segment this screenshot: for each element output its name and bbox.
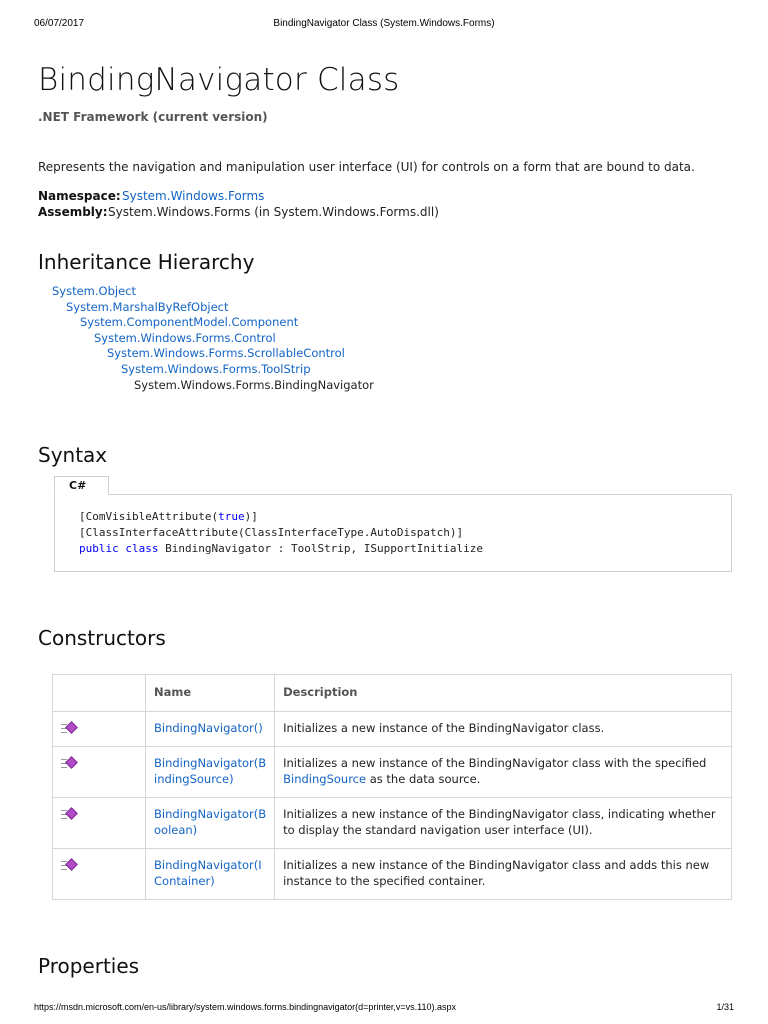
table-row <box>53 849 732 900</box>
constructor-description: Initializes a new instance of the BindingNavigator class. <box>283 721 605 736</box>
header-description: Description <box>275 675 732 712</box>
print-date: 06/07/2017 <box>34 18 85 29</box>
hierarchy-item-object[interactable]: System.Object <box>52 284 136 298</box>
constructor-name: BindingNavigator(I <box>154 858 262 873</box>
bindingsource-link[interactable]: BindingSource <box>283 772 367 787</box>
table-header-row <box>53 675 732 712</box>
print-page-number: 1/31 <box>716 1002 734 1012</box>
print-url: https://msdn.microsoft.com/en-us/library/system.windows.forms.bindingnavigator(d=printer,v=vs.110).aspx <box>34 1002 457 1012</box>
hierarchy-item-toolstrip[interactable]: System.Windows.Forms.ToolStrip <box>121 361 311 376</box>
constructor-name-cont: Container) <box>154 874 215 889</box>
main-content <box>38 62 732 978</box>
syntax-heading: Syntax <box>38 443 108 468</box>
icon-cell <box>53 712 146 747</box>
description-cell <box>275 712 732 747</box>
constructor-name: BindingNavigator(B <box>154 807 267 822</box>
code-text: )] <box>244 510 258 524</box>
table-row <box>53 798 732 849</box>
inheritance-list <box>38 284 732 393</box>
constructor-link[interactable] <box>154 721 263 735</box>
icon-cell <box>53 798 146 849</box>
hierarchy-item-component[interactable]: System.ComponentModel.Component <box>80 315 299 330</box>
constructor-link[interactable] <box>154 756 266 786</box>
constructors-table <box>52 674 732 900</box>
description-cell <box>275 798 732 849</box>
print-footer <box>34 1002 734 1016</box>
namespace-label: Namespace: <box>38 189 121 203</box>
constructor-name: BindingNavigator() <box>154 721 263 736</box>
constructor-description: Initializes a new instance of the BindingNavigator class with the specified <box>283 756 707 771</box>
public-method-icon <box>61 757 77 769</box>
print-title: BindingNavigator Class (System.Windows.Forms) <box>273 18 495 29</box>
code-language-tab[interactable]: C# <box>54 476 109 495</box>
name-cell <box>146 747 275 798</box>
name-cell <box>146 712 275 747</box>
header-name: Name <box>146 675 275 712</box>
code-keyword: class <box>125 542 159 556</box>
constructor-description: Initializes a new instance of the BindingNavigator class and adds this new instance to the specified container. <box>283 858 710 889</box>
assembly-row <box>38 204 732 220</box>
constructor-description-end: as the data source. <box>366 772 481 787</box>
description-cell <box>275 849 732 900</box>
constructor-name-cont: oolean) <box>154 823 198 838</box>
inheritance-heading: Inheritance Hierarchy <box>38 250 255 274</box>
page-title: BindingNavigator Class <box>38 62 400 98</box>
header-icon-cell <box>53 675 146 712</box>
description-cell <box>275 747 732 798</box>
icon-cell <box>53 747 146 798</box>
code-body <box>54 494 732 572</box>
code-keyword: true <box>218 510 245 524</box>
public-method-icon <box>61 808 77 820</box>
table-row <box>53 712 732 747</box>
code-line-2: [ClassInterfaceAttribute(ClassInterfaceType.AutoDispatch)] <box>79 526 464 540</box>
properties-heading: Properties <box>38 954 140 979</box>
constructor-description: Initializes a new instance of the BindingNavigator class, indicating whether to display the standard navigation user interface (UI). <box>283 807 716 838</box>
constructor-name-cont: indingSource) <box>154 772 234 787</box>
public-method-icon <box>61 722 77 734</box>
code-line-3 <box>79 541 707 557</box>
assembly-value: System.Windows.Forms (in System.Windows.Forms.dll) <box>108 205 439 219</box>
hierarchy-item-control[interactable]: System.Windows.Forms.Control <box>94 330 276 345</box>
table-row <box>53 747 732 798</box>
namespace-row <box>38 188 732 204</box>
class-meta <box>38 188 732 220</box>
constructor-link[interactable] <box>154 807 266 837</box>
code-line-1 <box>79 509 707 525</box>
hierarchy-item-scrollablecontrol[interactable]: System.Windows.Forms.ScrollableControl <box>107 346 345 361</box>
code-text: [ComVisibleAttribute( <box>79 510 219 524</box>
constructor-link[interactable] <box>154 858 262 888</box>
icon-cell <box>53 849 146 900</box>
assembly-label: Assembly: <box>38 205 108 219</box>
hierarchy-item-bindingnavigator: System.Windows.Forms.BindingNavigator <box>134 377 374 392</box>
code-snippet <box>54 473 732 572</box>
namespace-link[interactable]: System.Windows.Forms <box>122 189 265 203</box>
constructors-heading: Constructors <box>38 626 166 651</box>
version-label: .NET Framework (current version) <box>38 110 268 124</box>
code-keyword: public <box>79 542 119 556</box>
print-header <box>34 18 734 32</box>
public-method-icon <box>61 859 77 871</box>
class-summary: Represents the navigation and manipulation user interface (UI) for controls on a form that are bound to data. <box>38 160 695 174</box>
name-cell <box>146 798 275 849</box>
code-text: BindingNavigator : ToolStrip, ISupportInitialize <box>158 542 484 556</box>
hierarchy-item-marshalbyrefobject[interactable]: System.MarshalByRefObject <box>66 299 229 314</box>
constructor-name: BindingNavigator(B <box>154 756 267 771</box>
name-cell <box>146 849 275 900</box>
